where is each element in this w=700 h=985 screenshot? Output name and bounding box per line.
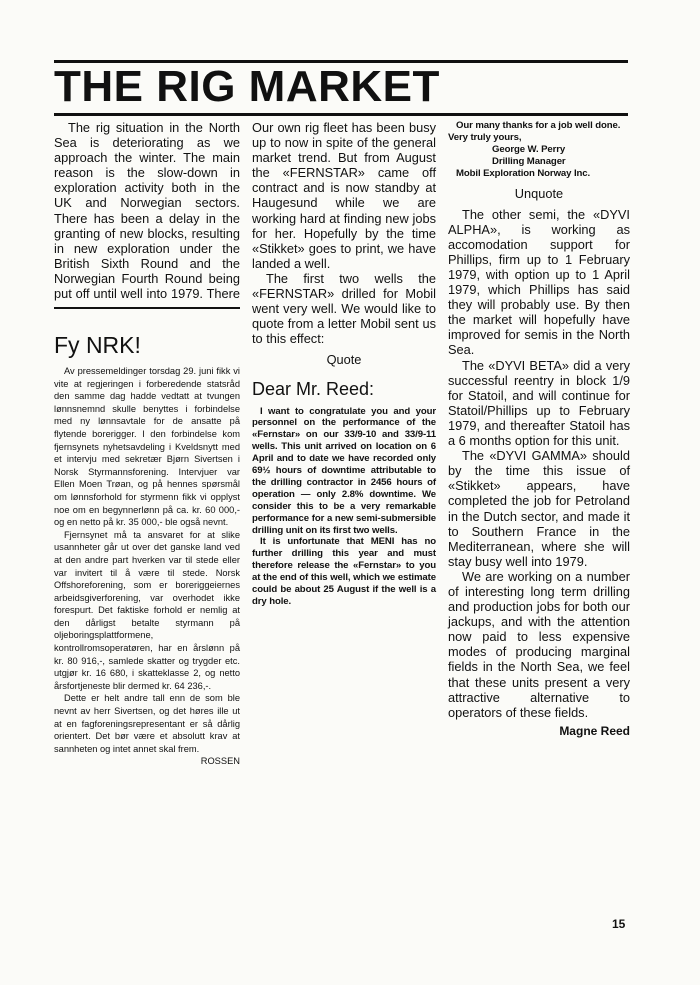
column-1 <box>54 120 240 768</box>
rig-market-paragraph-3: The first two wells the «FERNSTAR» drilled for Mobil went very well. We would like to quote from a letter Mobil sent us to this effect: <box>252 270 436 347</box>
fy-nrk-paragraph-3: Dette er helt andre tall enn de som ble nevnt av herr Sivertsen, og det høres ille ut at en fagforeningsrepresentant er så dårlig orientert. Det bør være et absolutt krav at sannheten og intet annet skal frem. <box>54 693 240 754</box>
fy-nrk-signature: ROSSEN <box>200 756 240 767</box>
letter-signatory-name: George W. Perry <box>492 143 566 155</box>
rig-market-paragraph-7: We are working on a number of interesting long term drilling and production jobs for both our jackups, and with the attention now paid to less expensive modes of producing marginal fields in the North Sea, we feel that these units present a very attractive alternative to operators of these fields. <box>448 568 630 720</box>
article-author: Magne Reed <box>559 723 630 738</box>
rig-market-paragraph-2: Our own rig fleet has been busy up to now in spite of the general market trend. But from August the «FERNSTAR» came off contract and is now standby at Haugesund while we are working hard at finding new jobs for her. Hopefully by the time «Stikket» goes to print, we have landed a well. <box>252 120 436 271</box>
section-rule <box>54 307 240 309</box>
mobil-letter-continued <box>448 120 630 180</box>
rig-market-paragraph-5: The «DYVI BETA» did a very successful reentry in block 1/9 for Statoil, and will continue for Statoil/Phillips up to February 1979, and thereafter Statoil has a 6 months option for this unit. <box>448 357 630 449</box>
quote-label: Quote <box>326 352 362 368</box>
page-number: 15 <box>612 917 626 931</box>
letter-signatory-title: Drilling Manager <box>492 155 566 167</box>
title-rule <box>54 113 628 116</box>
letter-paragraph-1: I want to congratulate you and your personnel on the performance of the «Fernstar» on our 33/9-10 and 33/9-11 wells. This unit arrived on location on 6 April and to date we have recorded only 69½ hours of downtime attributable to the drilling contractor in 2456 hours of operation — only 2.8% downtime. We consider this to be a very remarkable performance for a new semi-submersible drilling unit on its first two wells. <box>252 405 436 536</box>
rig-market-intro: The rig situation in the North Sea is deteriorating as we approach the winter. The main reason is the slow-down in exploration activity both in the UK and Norwegian sectors. There has been a delay in the granting of new blocks, resulting in new exploration under the British Sixth Round and the Norwegian Fourth Round being put off until well into 1979. There <box>54 120 240 301</box>
unquote-label: Unquote <box>514 185 564 201</box>
mobil-letter <box>252 406 436 608</box>
fy-nrk-paragraph-2: Fjernsynet må ta ansvaret for at slike usannheter går ut over det ganske land ved at den andre part hverken var til stede eller var invitert til å være til stede. Norsk Offshoreforening, som er boreriggeiernes arbeidsgiverforening, var overhodet ikke forespurt. Det faktiske forhold er nemlig at den dårligst betalte styrmann på oljeboringsplattformene, kontrollromsoperatøren, har en årslønn på kr. 80 916,-, samlede skatter og trygder etc. utgjør kr. 16 680, i skatteklasse 2, og netto årsfortjeneste blir dermed kr. 64 236,-. <box>54 529 240 691</box>
column-3 <box>448 120 630 738</box>
rig-market-continued <box>252 120 436 368</box>
fy-nrk-heading: Fy NRK! <box>54 332 141 358</box>
rig-market-intro-block <box>54 120 240 301</box>
rig-market-paragraph-6: The «DYVI GAMMA» should by the time this issue of «Stikket» appears, have completed the job for Petroland in the Dutch sector, and made it to Southern France in the Mediterranean, where she will stay busy well into 1979. <box>448 448 630 569</box>
letter-salutation: Dear Mr. Reed: <box>252 378 375 399</box>
rig-market-fleet <box>448 186 630 720</box>
column-2 <box>252 120 436 608</box>
page-title: THE RIG MARKET <box>54 62 440 111</box>
letter-paragraph-2: It is unfortunate that MENI has no further drilling this year and must therefore release the «Fernstar» to you at the end of this well, which we estimate could be about 25 August if the well is a dry hole. <box>252 536 436 607</box>
letter-closing: Very truly yours, <box>448 131 522 143</box>
fy-nrk-paragraph-1: Av pressemeldinger torsdag 29. juni fikk vi vite at regjeringen i forberedende statsråd den samme dag hadde vedtatt at tvungen lønnsnemnd skulle benyttes i forbindelse med ny lønnsavtale for de ansatte på flytende borerigger. I den forbindelse kom fjernsynets nyhetsavdeling i Kveldsnytt med et intervju med sekretær Bjørn Sivertsen i Norsk Styrmannsforening. Intervjuer var Ellen Moen Trøan, og på hennes spørsmål om lønnsforhold for styrmenn fikk vi opplyst noe om en begynnerlønn på ca. kr. 60 000,- og en netto på kr. 35 000,- ble også nevnt. <box>54 366 240 528</box>
letter-signatory-company: Mobil Exploration Norway Inc. <box>456 167 591 179</box>
fy-nrk-article <box>54 365 240 768</box>
letter-paragraph-3: Our many thanks for a job well done. <box>456 120 621 131</box>
rig-market-paragraph-4: The other semi, the «DYVI ALPHA», is working as accomodation support for Phillips, firm up to 1 February 1979, with option up to 1 April 1979, which Phillips has said they will probably use. By then the market will hopefully have improved for semis in the North Sea. <box>448 206 630 358</box>
